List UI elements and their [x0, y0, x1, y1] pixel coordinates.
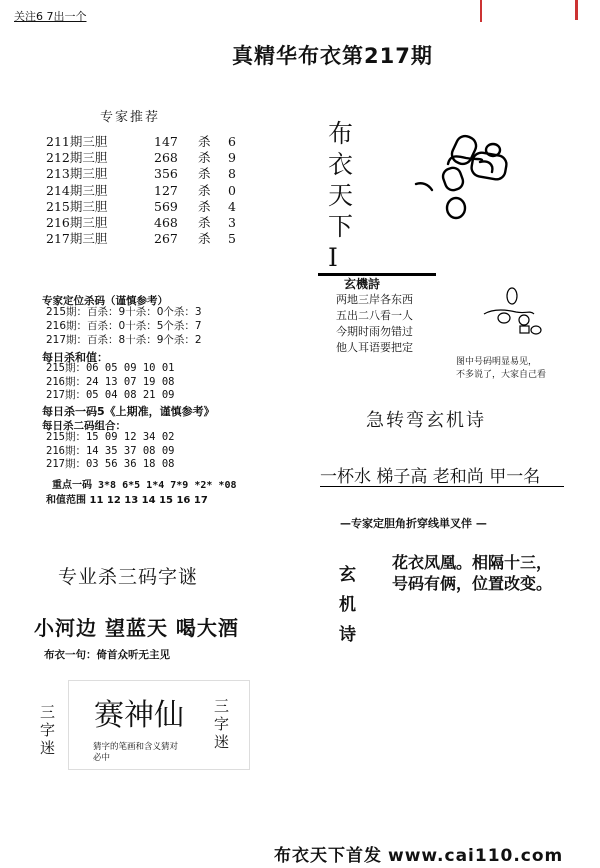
small-number-drawing: [474, 284, 554, 344]
daily-one-title: 每日杀一码5《上期准，谨慎参考》: [42, 405, 215, 418]
list-item: 217期：百杀：8十杀：9个杀：2: [46, 334, 202, 346]
hidden-number-drawing: [408, 124, 538, 234]
list-item: 216期：14 35 37 08 09: [46, 444, 175, 457]
buyi-vertical-title: 布衣天下Ⅰ: [328, 119, 354, 272]
expert-period: 213期三胆: [46, 166, 108, 182]
turn-poem-rule: [320, 486, 564, 487]
expert-kill: 4: [228, 198, 236, 214]
expert-digits: 468: [154, 215, 178, 231]
expert-title: 专家推荐: [100, 110, 161, 125]
expert-kill: 8: [228, 166, 236, 182]
top-mark-right: [575, 0, 578, 20]
poem-line: 他人耳语要把定: [336, 341, 413, 354]
sum-range-label: 和值范围: [46, 495, 86, 506]
expert-period: 216期三胆: [46, 215, 108, 231]
expert-period: 211期三胆: [46, 134, 108, 149]
expert-period: 217期三胆: [46, 231, 108, 247]
daily-two-title: 每日杀二码组合：: [42, 420, 126, 432]
buyi-line: 布衣一句：倚首众听无主见: [44, 649, 170, 661]
sum-range: [46, 491, 208, 506]
poem-line: 两地三岸各东西: [336, 293, 413, 306]
expert-kill: 6: [228, 134, 236, 149]
turn-poem-title: 急转弯玄机诗: [366, 410, 486, 431]
expert-digits: 268: [154, 150, 178, 166]
riddle-side-label-right: 三字迷: [214, 697, 230, 751]
expert-digits: 127: [154, 182, 178, 198]
poem-line: 五出二八看一人: [336, 309, 413, 322]
list-item: 216期：24 13 07 19 08: [46, 375, 175, 388]
position-kill-list: [46, 305, 202, 347]
expert-row: [46, 215, 236, 231]
footer-url[interactable]: www.cai110.com: [388, 846, 564, 866]
expert-row: [46, 231, 236, 247]
daily-sum-title: 每日杀和值：: [42, 351, 108, 364]
xuanji-poem: [336, 292, 413, 356]
expert-kill-label: 杀: [198, 215, 211, 231]
top-mark-left: [480, 0, 482, 22]
page-title: 真精华布衣第217期: [232, 44, 433, 68]
expert-row: [46, 183, 236, 199]
riddle-big-word: 赛神仙: [94, 698, 184, 733]
position-kill-title: 专家定位杀码（谨慎参考）: [42, 295, 168, 307]
expert-digits: 356: [154, 166, 178, 182]
expert-list: [46, 134, 236, 247]
expert-period: 215期三胆: [46, 198, 108, 214]
footer-text: 布衣天下首发: [274, 846, 382, 866]
list-item: 217期：05 04 08 21 09: [46, 389, 175, 402]
expert-kill-label: 杀: [198, 150, 211, 166]
list-item: 215期：06 05 09 10 01: [46, 362, 175, 374]
list-item: 215期：百杀：9十杀：0个杀：3: [46, 306, 202, 318]
list-item: 216期：百杀：0十杀：5个杀：7: [46, 320, 202, 332]
list-item: 215期：15 09 12 34 02: [46, 431, 175, 443]
expert-period: 214期三胆: [46, 182, 108, 198]
expert-row: [46, 150, 236, 166]
expert-kill: 5: [228, 231, 236, 247]
expert-dan-line: —专家定胆角折穿线単叉伴 —: [340, 517, 487, 530]
poem-line: 花衣凤凰。相隔十三，: [392, 553, 553, 572]
picture-note-line: 不多说了，大家自己看: [456, 370, 547, 380]
poem-line: 今期时雨勿错过: [336, 325, 413, 338]
expert-digits: 147: [154, 134, 178, 149]
expert-row: [46, 134, 236, 150]
expert-period: 212期三胆: [46, 150, 108, 166]
expert-digits: 267: [154, 231, 178, 247]
riddle-hint: 猜字的笔画和含义猜对必中: [93, 742, 179, 763]
key-groups: 重点一码 3*8 6*5 1*4 7*9 *2* *08: [52, 480, 237, 491]
xuanji-vertical-label: 玄机诗: [339, 565, 356, 645]
picture-note-line: 图中号码明显易见，: [456, 357, 538, 367]
expert-kill-label: 杀: [198, 182, 211, 198]
xuanji-title: 玄機詩: [344, 277, 381, 291]
expert-kill: 3: [228, 215, 236, 231]
expert-row: [46, 199, 236, 215]
riddle-side-label-left: 三字迷: [40, 703, 56, 757]
expert-row: [46, 166, 236, 182]
expert-kill-label: 杀: [198, 166, 211, 182]
top-note: 关注6 7出一个: [14, 10, 87, 23]
expert-digits: 569: [154, 198, 178, 214]
daily-two-list: [46, 431, 174, 472]
poem-line: 号码有俩，位置改变。: [392, 574, 553, 593]
expert-kill-label: 杀: [198, 231, 211, 247]
riddle-title: 专业杀三码字谜: [58, 566, 199, 588]
expert-kill-label: 杀: [198, 198, 211, 214]
expert-kill: 0: [228, 182, 236, 198]
sum-range-values: 11 12 13 14 15 16 17: [89, 495, 208, 506]
daily-sum-list: [46, 362, 174, 403]
riddle-words: 小河边 望蓝天 喝大酒: [34, 616, 239, 640]
expert-kill-label: 杀: [198, 134, 211, 149]
list-item: 217期：03 56 36 18 08: [46, 458, 175, 471]
picture-note: [456, 356, 546, 382]
turn-poem-line: 一杯水 梯子高 老和尚 甲一名: [320, 467, 541, 487]
footer: [274, 841, 563, 866]
flower-poem: [392, 552, 552, 594]
expert-kill: 9: [228, 150, 236, 166]
